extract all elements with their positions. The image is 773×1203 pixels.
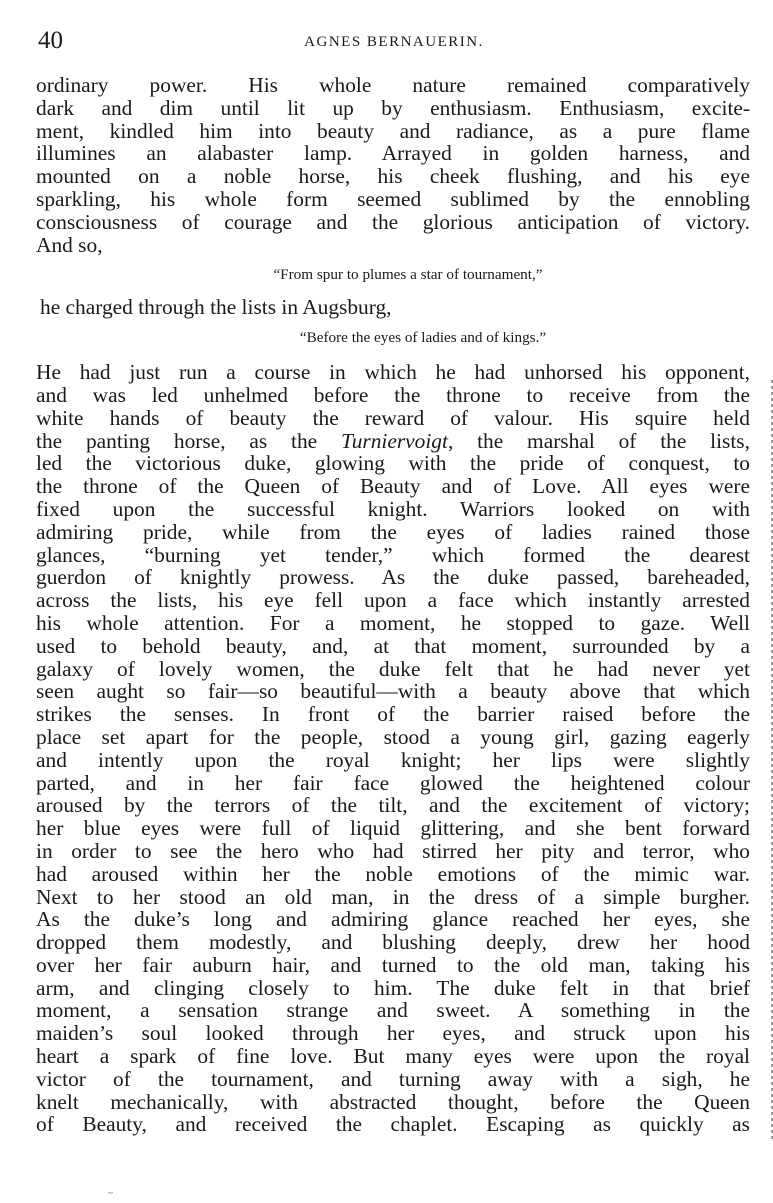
text-line: victor of the tournament, and turning away with a sigh, he [36,1066,750,1091]
text-line: had aroused within her the noble emotions of the mimic war. [36,861,750,886]
text-line: place set apart for the people, stood a young girl, gazing eagerly [36,724,750,749]
text-line: maiden’s soul looked through her eyes, and struck upon his [36,1021,750,1046]
page-number: 40 [38,27,63,54]
text-line: galaxy of lovely women, the duke felt that he had never yet [36,656,750,681]
text-line-with-italic [36,430,750,453]
text-line: mounted on a noble horse, his cheek flushing, and his eye [36,164,750,189]
text-line: he charged through the lists in Augsburg, [40,295,392,320]
text-line: parted, and in her fair face glowed the heightened colour [36,770,750,795]
text-line: guerdon of knightly prowess. As the duke passed, bareheaded, [36,565,750,590]
paragraph-1 [36,74,750,256]
text-line: seen aught so fair—so beautiful—with a beauty above that which [36,679,750,704]
text-line: moment, a sensation strange and sweet. A something in the [36,998,750,1023]
verse-quote-1: “From spur to plumes a star of tournament,” [273,266,543,284]
text-line: glances, “burning yet tender,” which formed the dearest [36,542,750,567]
verse-quote-2: “Before the eyes of ladies and of kings.” [299,329,547,347]
paragraph-2 [36,361,750,1136]
text-line: And so, [36,232,103,257]
body-text [36,74,750,1136]
text-line: arm, and clinging closely to him. The duke felt in that brief [36,975,750,1000]
italic-term: Turniervoigt [340,428,448,453]
text-line: strikes the senses. In front of the barrier raised before the [36,702,750,727]
text-line: her blue eyes were full of liquid glittering, and she bent forward [36,816,750,841]
text-line: and intently upon the royal knight; her lips were slightly [36,747,750,772]
text-line: his whole attention. For a moment, he stopped to gaze. Well [36,610,750,635]
text-line: Next to her stood an old man, in the dress of a simple burgher. [36,884,750,909]
text-line: dark and dim until lit up by enthusiasm. Enthusiasm, excite- [36,95,750,120]
text-line: the throne of the Queen of Beauty and of Love. All eyes were [36,474,750,499]
text-line: admiring pride, while from the eyes of ladies rained those [36,519,750,544]
text-line: ment, kindled him into beauty and radiance, as a pure flame [36,118,750,143]
text-line: sparkling, his whole form seemed sublimed by the ennobling [36,186,750,211]
text-segment: the panting horse, as the [36,428,341,453]
running-title: AGNES BERNAUERIN. [304,34,484,50]
text-line: in order to see the hero who had stirred her pity and terror, who [36,838,750,863]
text-line: and was led unhelmed before the throne to receive from the [36,382,750,407]
text-line: As the duke’s long and admiring glance reached her eyes, she [36,907,750,932]
text-segment: , the marshal of the lists, [447,428,750,453]
text-line: heart a spark of fine love. But many eyes were upon the royal [36,1044,750,1069]
text-line: dropped them modestly, and blushing deeply, drew her hood [36,930,750,955]
text-line: over her fair auburn hair, and turned to the old man, taking his [36,952,750,977]
text-line: white hands of beauty the reward of valour. His squire held [36,405,750,430]
text-line: led the victorious duke, glowing with the pride of conquest, to [36,451,750,476]
text-line: ordinary power. His whole nature remained comparatively [36,73,750,97]
text-line: He had just run a course in which he had unhorsed his opponent, [36,360,750,385]
text-line: aroused by the terrors of the tilt, and the excitement of victory; [36,793,750,818]
text-line: of Beauty, and received the chaplet. Escaping as quickly as [36,1112,750,1137]
page-header [38,26,750,60]
text-line: knelt mechanically, with abstracted thought, before the Queen [36,1089,750,1114]
text-line: across the lists, his eye fell upon a face which instantly arrested [36,588,750,613]
text-line: used to behold beauty, and, at that moment, surrounded by a [36,633,750,658]
text-line: fixed upon the successful knight. Warriors looked on with [36,496,750,521]
print-speck: ~ [108,1188,113,1198]
text-line: consciousness of courage and the glorious anticipation of victory. [36,209,750,234]
text-line: illumines an alabaster lamp. Arrayed in golden harness, and [36,141,750,166]
